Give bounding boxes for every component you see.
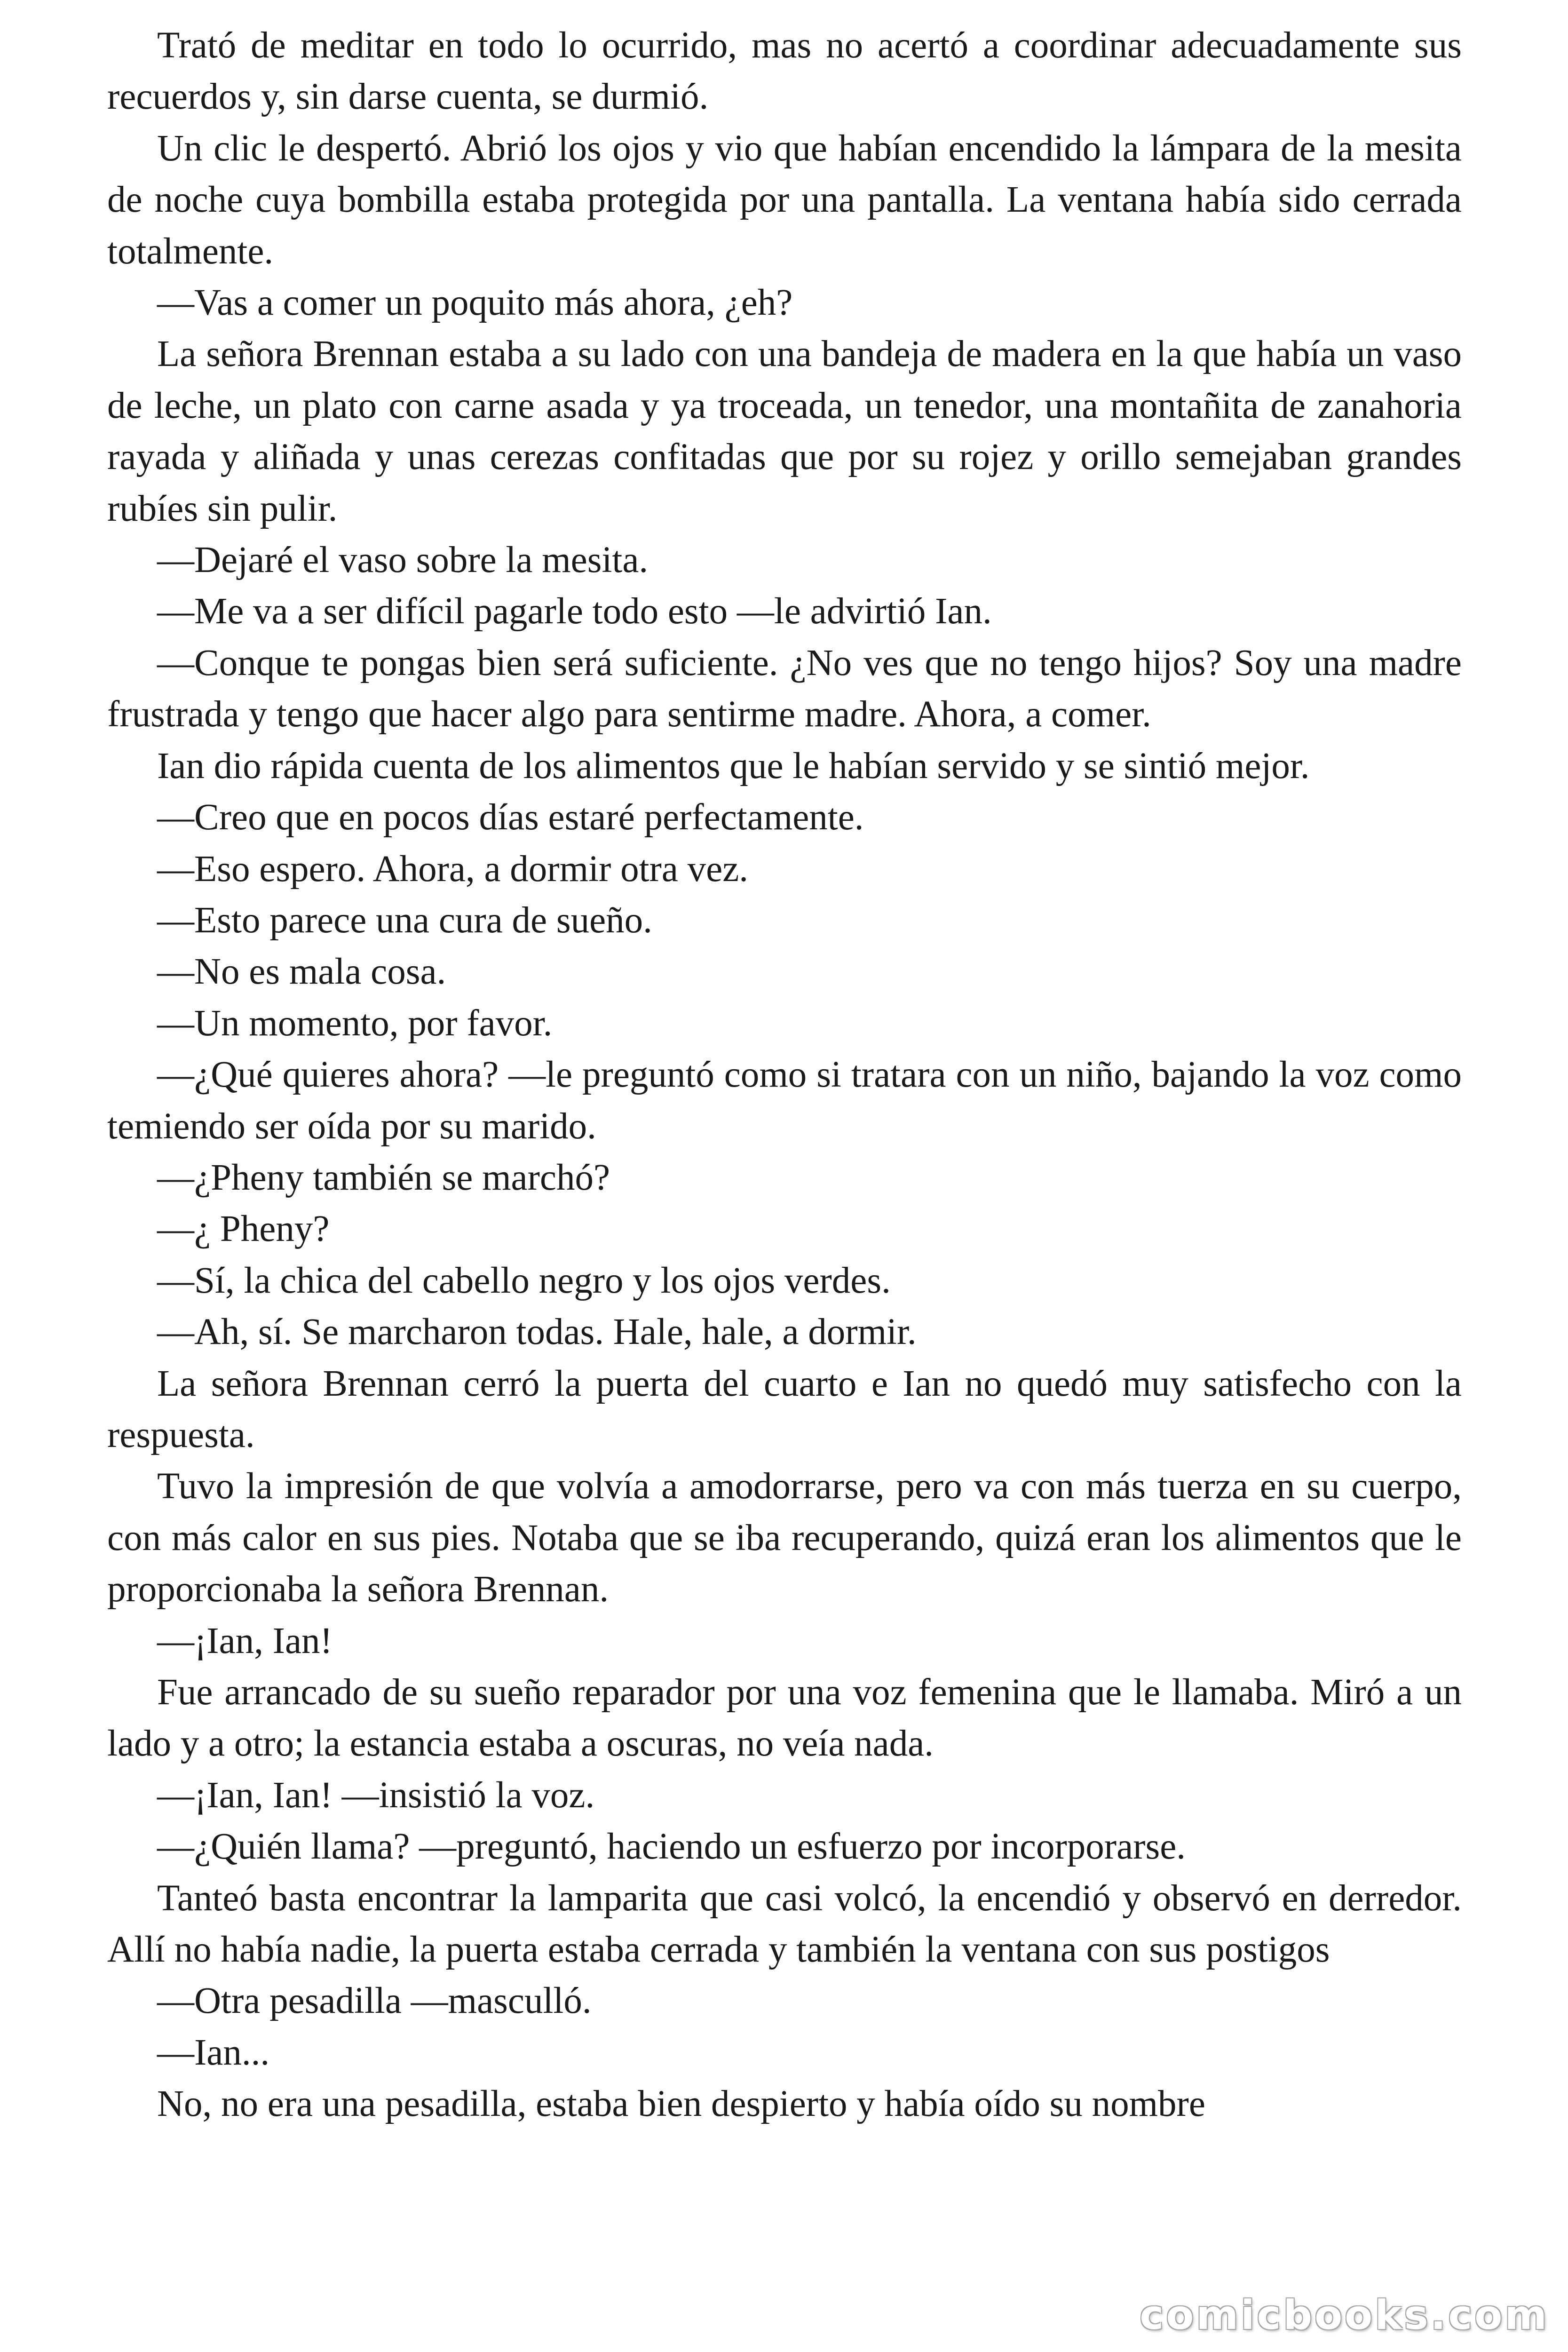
paragraph: —Esto parece una cura de sueño.	[157, 899, 652, 941]
paragraph: —Vas a comer un poquito más ahora, ¿eh?	[157, 282, 793, 324]
paragraph: La señora Brennan cerró la puerta del cuarto e Ian no quedó muy satisfecho con la respuesta.	[107, 1363, 1462, 1455]
watermark: comicbooks.com	[1140, 2292, 1549, 2339]
paragraph: —Dejaré el vaso sobre la mesita.	[157, 540, 649, 581]
paragraph: —Creo que en pocos días estaré perfectamente.	[157, 797, 864, 838]
paragraph: —Me va a ser difícil pagarle todo esto —le advirtió Ian.	[157, 591, 992, 632]
paragraph: —¿ Pheny?	[157, 1208, 330, 1250]
paragraph: La señora Brennan estaba a su lado con una bandeja de madera en la que había un vaso de leche, un plato con carne asada y ya troceada, un tenedor, una montañita de zanahoria rayada y aliñada y unas cerezas confitadas que por su rojez y orillo semejaban grandes rubíes sin pulir.	[107, 334, 1462, 529]
paragraph: —Eso espero. Ahora, a dormir otra vez.	[157, 848, 749, 890]
paragraph: —Conque te pongas bien será suficiente. ¿No ves que no tengo hijos? Soy una madre frustrada y tengo que hacer algo para sentirme madre. Ahora, a comer.	[107, 642, 1462, 735]
paragraph: —Ian...	[157, 2032, 270, 2073]
paragraph: —¿Quién llama? —preguntó, haciendo un esfuerzo por incorporarse.	[157, 1826, 1186, 1867]
paragraph: —Sí, la chica del cabello negro y los ojos verdes.	[157, 1260, 891, 1301]
paragraph: —Otra pesadilla —masculló.	[157, 1980, 592, 2022]
paragraph: —Un momento, por favor.	[157, 1002, 553, 1044]
body-text	[107, 20, 1462, 2130]
paragraph: —No es mala cosa.	[157, 951, 446, 993]
paragraph: Tuvo la impresión de que volvía a amodorrarse, pero va con más tuerza en su cuerpo, con más calor en sus pies. Notaba que se iba recuperando, quizá eran los alimentos que le proporcionaba la señora Brennan.	[107, 1466, 1462, 1610]
paragraph: Un clic le despertó. Abrió los ojos y vio que habían encendido la lámpara de la mesita de noche cuya bombilla estaba protegida por una pantalla. La ventana había sido cerrada totalmente.	[107, 127, 1462, 272]
paragraph: No, no era una pesadilla, estaba bien despierto y había oído su nombre	[157, 2083, 1205, 2125]
paragraph: —¿Pheny también se marchó?	[157, 1157, 610, 1198]
paragraph: Tanteó basta encontrar la lamparita que casi volcó, la encendió y observó en derredor. Allí no había nadie, la puerta estaba cerrada y también la ventana con sus postigos	[107, 1877, 1462, 1971]
paragraph: —¡Ian, Ian! —insistió la voz.	[157, 1774, 595, 1816]
paragraph: Fue arrancado de su sueño reparador por una voz femenina que le llamaba. Miró a un lado y a otro; la estancia estaba a oscuras, no veía nada.	[107, 1672, 1462, 1764]
paragraph: —¿Qué quieres ahora? —le preguntó como si tratara con un niño, bajando la voz como temiendo ser oída por su marido.	[107, 1054, 1462, 1147]
paragraph: Ian dio rápida cuenta de los alimentos que le habían servido y se sintió mejor.	[157, 745, 1310, 787]
paragraph: Trató de meditar en todo lo ocurrido, mas no acertó a coordinar adecuadamente sus recuerdos y, sin darse cuenta, se durmió.	[107, 25, 1462, 118]
paragraph: —Ah, sí. Se marcharon todas. Hale, hale, a dormir.	[157, 1311, 917, 1353]
paragraph: —¡Ian, Ian!	[157, 1620, 333, 1661]
